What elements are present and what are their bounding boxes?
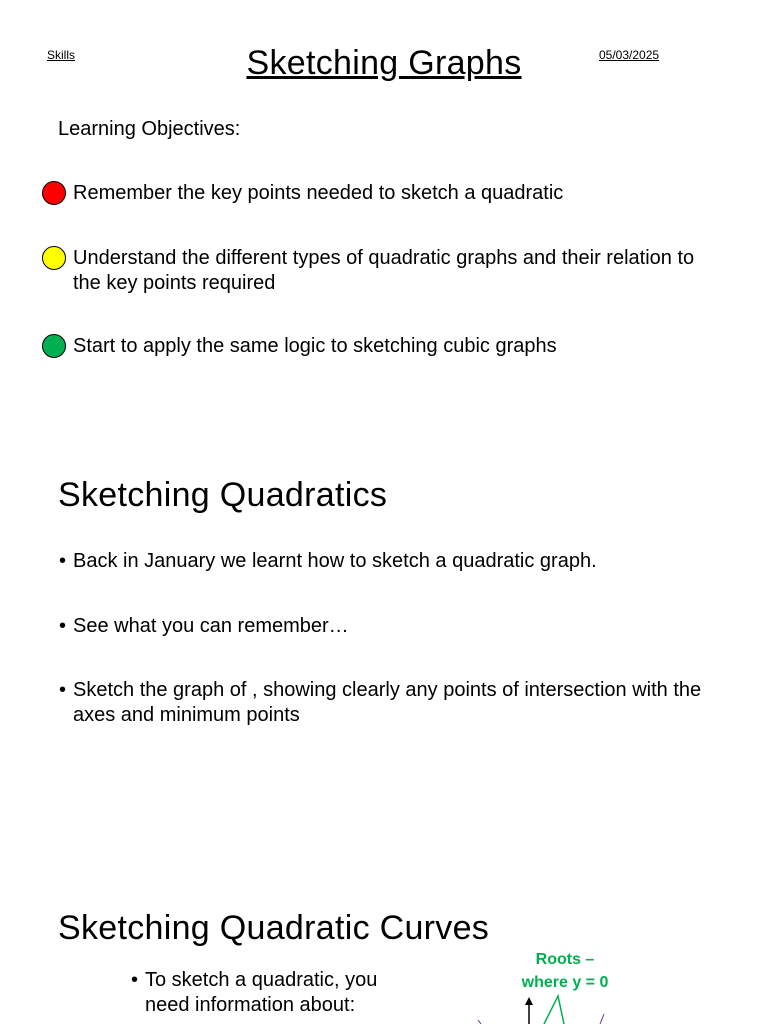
page-title: Sketching Graphs xyxy=(246,44,522,82)
list-item-text: Back in January we learnt how to sketch a quadratic graph. xyxy=(73,550,597,572)
objective-item-3: Start to apply the same logic to sketching cubic graphs xyxy=(73,335,557,357)
curve-fragment-left xyxy=(478,1020,481,1024)
list-item xyxy=(131,968,396,1018)
quadratic-sketch-fragment xyxy=(470,994,620,1024)
section-title-sketching-quadratic-curves: Sketching Quadratic Curves xyxy=(58,909,490,947)
list-item-text: See what you can remember… xyxy=(73,615,349,637)
list-item xyxy=(59,614,709,639)
roots-label-line1: Roots – xyxy=(535,951,595,968)
green-circle-icon xyxy=(42,334,66,358)
roots-annotation xyxy=(505,948,625,994)
bullet-icon: • xyxy=(59,615,67,637)
curve-fragment-right xyxy=(600,1014,604,1024)
bullet-icon: • xyxy=(59,679,67,701)
objective-item-1: Remember the key points needed to sketch a quadratic xyxy=(73,182,564,204)
list-item-text: Sketch the graph of , showing clearly any points of intersection with the axes and minimum points xyxy=(73,679,702,726)
roots-label-line2: where y = 0 xyxy=(521,974,609,991)
list-item xyxy=(59,678,709,728)
roots-arrow-icon xyxy=(544,996,564,1024)
date-label: 05/03/2025 xyxy=(599,48,660,62)
red-circle-icon xyxy=(42,181,66,205)
objectives-heading: Learning Objectives: xyxy=(58,118,241,140)
skills-label: Skills xyxy=(47,48,76,62)
yellow-circle-icon xyxy=(42,246,66,270)
list-item-text: To sketch a quadratic, you need information about: xyxy=(145,969,378,1016)
list-item xyxy=(59,549,709,574)
section-title-sketching-quadratics: Sketching Quadratics xyxy=(58,476,388,514)
y-axis-arrow-icon xyxy=(525,997,533,1005)
bullet-icon: • xyxy=(131,969,139,991)
bullet-icon: • xyxy=(59,550,67,572)
objective-item-2: Understand the different types of quadratic graphs and their relation to the key points required xyxy=(73,247,695,294)
